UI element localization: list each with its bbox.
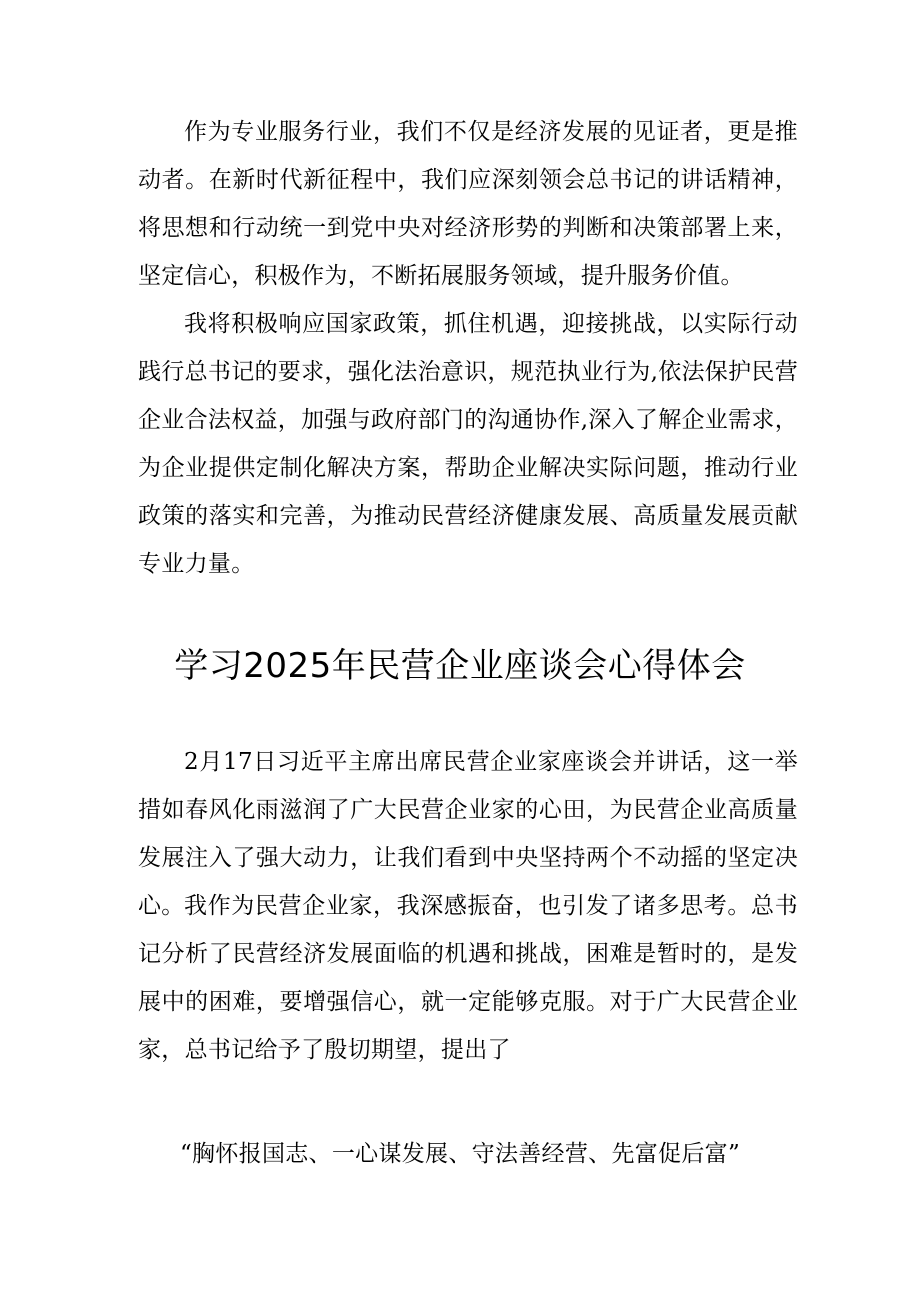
section-title: 学习2025年民营企业座谈会心得体会 [174, 646, 746, 686]
paragraph-action-commitment: 我将积极响应国家政策，抓住机遇，迎接挑战，以实际行动践行总书记的要求，强化法治意识，规范执业行为,依法保护民营企业合法权益，加强与政府部门的沟通协作,深入了解企业需求，为企业提供定制化解决方案，帮助企业解决实际问题，推动行业政策的落实和完善，为推动民营经济健康发展、高质量发展贡献专业力量。 [138, 311, 799, 577]
paragraph-symposium-intro: 2月17日习近平主席出席民营企业家座谈会并讲话，这一举措如春风化雨滋润了广大民营企业家的心田，为民营企业高质量发展注入了强大动力，让我们看到中央坚持两个不动摇的坚定决心。 [138, 749, 798, 919]
paragraph-professional-service: 作为专业服务行业，我们不仅是经济发展的见证者，更是推动者。在新时代新征程中，我们应深刻领会总书记的讲话精神，将思想和行动统一到党中央对经济形势的判断和决策部署上来，坚定信心，积极作为，不断拓展服务领域，提升服务价值。 [138, 119, 798, 289]
paragraph-reflection: 我作为民营企业家，我深感振奋，也引发了诸多思考。总书记分析了民营经济发展面临的机遇和挑战，困难是暂时的，是发展中的困难，要增强信心，就一定能够克服。对于广大民营企业家，总书记给予了殷切期望，提出了 [138, 893, 798, 1063]
quote-line: “胸怀报国志、一心谋发展、守法善经营、先富促后富” [179, 1141, 741, 1167]
